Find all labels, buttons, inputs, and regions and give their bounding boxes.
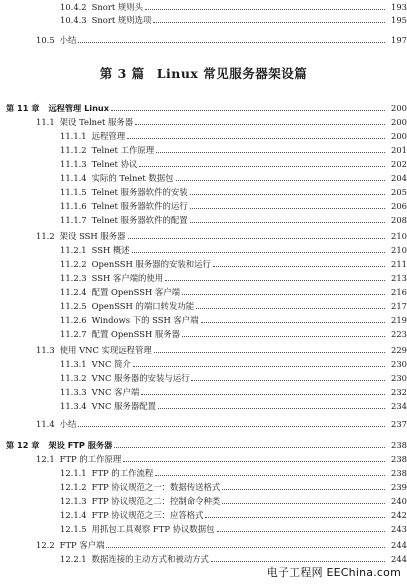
toc-number: 11.1.1 <box>60 131 87 141</box>
toc-leader <box>133 359 385 367</box>
toc-leader <box>114 440 385 448</box>
toc-number: 11.2.7 <box>60 329 87 339</box>
toc-leader <box>141 387 385 395</box>
toc-number: 11.1.3 <box>60 159 87 169</box>
toc-leader <box>176 173 386 181</box>
toc-number: 11.3.1 <box>60 359 87 369</box>
toc-number: 12.1.4 <box>60 510 87 520</box>
toc-leader <box>128 231 386 239</box>
toc-subsection-11-1-5 <box>0 186 407 198</box>
toc-number: 第 11 章 <box>6 102 40 113</box>
toc-page-number: 195 <box>391 15 407 25</box>
toc-title: 使用 VNC 实现远程管理 <box>59 345 152 355</box>
toc-title: Snort 规则头 <box>91 2 143 12</box>
toc-leader <box>78 35 385 43</box>
toc-leader <box>211 554 385 562</box>
toc-subsection-11-2-1 <box>0 244 407 256</box>
toc-leader <box>196 301 385 309</box>
toc-number: 12.1.5 <box>60 524 87 534</box>
toc-subsection-11-1-4 <box>0 172 407 184</box>
toc-number: 11.4 <box>36 419 55 429</box>
toc-page-number: 238 <box>391 454 407 464</box>
toc-subsection-12-1-5 <box>0 523 407 535</box>
toc-title: VNC 服务器的安装与运行 <box>91 373 190 383</box>
toc-page-number: 242 <box>391 510 407 520</box>
toc-leader <box>139 159 385 167</box>
toc-leader <box>155 468 385 476</box>
toc-leader <box>156 145 385 153</box>
toc-subsection-11-2-4 <box>0 286 407 298</box>
toc-subsection-12-1-2 <box>0 481 407 493</box>
toc-number: 10.5 <box>36 35 55 45</box>
toc-number: 11.2.4 <box>60 287 87 297</box>
toc-title: Telnet 服务器软件的安装 <box>91 187 188 197</box>
toc-leader <box>165 273 385 281</box>
toc-leader <box>190 201 385 209</box>
toc-number: 11.1 <box>36 117 55 127</box>
toc-leader <box>135 117 385 125</box>
toc-number: 11.3.2 <box>60 373 87 383</box>
toc-number: 第 12 章 <box>6 439 40 450</box>
toc-leader <box>153 15 385 23</box>
toc-title: FTP 协议规范之一：数据传送格式 <box>91 482 221 492</box>
toc-page-number: 244 <box>391 540 407 550</box>
toc-number: 11.1.4 <box>60 173 87 183</box>
toc-subsection-11-2-7 <box>0 328 407 340</box>
toc-page-number: 239 <box>391 482 407 492</box>
toc-title: Telnet 协议 <box>91 159 138 169</box>
toc-number: 11.1.5 <box>60 187 87 197</box>
toc-number: 11.3 <box>36 345 55 355</box>
toc-page-number: 210 <box>391 245 407 255</box>
toc-title: 小结 <box>59 35 77 45</box>
toc-subsection-11-1-6 <box>0 200 407 212</box>
toc-section-12-1 <box>0 453 407 465</box>
toc-leader <box>154 345 385 353</box>
toc-number: 10.4.2 <box>60 2 87 12</box>
toc-subsection-11-2-6 <box>0 314 407 326</box>
toc-entry-10-4-3 <box>0 14 407 26</box>
toc-title: 架设 SSH 服务器 <box>59 231 126 241</box>
toc-leader <box>217 524 386 532</box>
toc-subsection-11-3-3 <box>0 386 407 398</box>
toc-title: Telnet 工作原理 <box>91 145 155 155</box>
toc-page-number: 229 <box>391 345 407 355</box>
toc-page-number: 211 <box>391 259 407 269</box>
part-heading <box>0 64 407 82</box>
toc-page-number: 243 <box>391 524 407 534</box>
toc-page-number: 200 <box>391 131 407 141</box>
toc-page-number: 208 <box>391 215 407 225</box>
toc-page-number: 210 <box>391 231 407 241</box>
toc-title: Windows 下的 SSH 客户端 <box>91 315 199 325</box>
toc-subsection-11-2-5 <box>0 300 407 312</box>
toc-page-number: 216 <box>391 287 407 297</box>
toc-number: 11.1.6 <box>60 201 87 211</box>
toc-page-number: 217 <box>391 301 407 311</box>
toc-section-11-1 <box>0 116 407 128</box>
toc-section-11-3 <box>0 344 407 356</box>
toc-title: VNC 客户端 <box>91 387 140 397</box>
toc-title: FTP 协议规范之三：应答格式 <box>91 510 204 520</box>
toc-subsection-11-1-7 <box>0 214 407 226</box>
toc-title: 架设 FTP 服务器 <box>48 439 113 450</box>
toc-chapter-12 <box>0 439 407 451</box>
toc-title: Snort 规则选项 <box>91 15 152 25</box>
site-watermark: 电子工程网 EEChina.com <box>266 566 401 579</box>
toc-section-11-2 <box>0 230 407 242</box>
toc-number: 12.1.3 <box>60 496 87 506</box>
toc-page-number: 219 <box>391 315 407 325</box>
toc-number: 11.2.5 <box>60 301 87 311</box>
toc-title: 实际的 Telnet 数据包 <box>91 173 174 183</box>
part-label: 第 3 篇 <box>99 66 145 81</box>
toc-subsection-11-2-3 <box>0 272 407 284</box>
toc-title: 远程管理 Linux <box>48 102 110 113</box>
toc-title: FTP 的工作流程 <box>91 468 154 478</box>
toc-leader <box>190 187 385 195</box>
toc-leader <box>190 215 385 223</box>
toc-title: 用抓包工具观察 FTP 协议数据包 <box>91 524 215 534</box>
toc-subsection-11-2-2 <box>0 258 407 270</box>
toc-number: 11.2.3 <box>60 273 87 283</box>
toc-leader <box>123 454 385 462</box>
toc-subsection-12-1-4 <box>0 509 407 521</box>
toc-title: Telnet 服务器软件的配置 <box>91 215 188 225</box>
toc-page-number: 244 <box>391 554 407 564</box>
toc-leader <box>111 103 385 111</box>
toc-number: 12.1.2 <box>60 482 87 492</box>
toc-leader <box>132 245 385 253</box>
toc-page-number: 230 <box>391 359 407 369</box>
toc-subsection-11-1-2 <box>0 144 407 156</box>
toc-leader <box>158 401 385 409</box>
toc-page-number: 193 <box>391 2 407 12</box>
part-title: Linux 常见服务器架设篇 <box>156 66 308 81</box>
toc-leader <box>191 373 385 381</box>
toc-title: FTP 的工作原理 <box>59 454 122 464</box>
toc-page-number: 197 <box>391 35 407 45</box>
toc-number: 12.2 <box>36 540 55 550</box>
toc-section-11-4 <box>0 418 407 430</box>
toc-title: VNC 简介 <box>91 359 131 369</box>
toc-number: 11.2.2 <box>60 259 87 269</box>
toc-leader <box>205 510 385 518</box>
toc-leader <box>222 496 385 504</box>
toc-page-number: 201 <box>391 145 407 155</box>
toc-leader <box>106 540 385 548</box>
toc-entry-10-5 <box>0 34 407 46</box>
toc-subsection-11-1-1 <box>0 130 407 142</box>
toc-title: FTP 协议规范之二：控制命令种类 <box>91 496 221 506</box>
toc-title: 远程管理 <box>91 131 126 141</box>
toc-page-number: 230 <box>391 373 407 383</box>
toc-title: SSH 客户端的使用 <box>91 273 164 283</box>
toc-section-12-2 <box>0 539 407 551</box>
toc-number: 12.2.1 <box>60 554 87 564</box>
toc-leader <box>127 131 385 139</box>
toc-page-number: 200 <box>391 103 407 113</box>
toc-page-number: 232 <box>391 387 407 397</box>
toc-page-number: 202 <box>391 159 407 169</box>
toc-page-number: 213 <box>391 273 407 283</box>
toc-number: 11.3.4 <box>60 401 87 411</box>
toc-page-number: 223 <box>391 329 407 339</box>
toc-number: 12.1.1 <box>60 468 87 478</box>
toc-number: 10.4.3 <box>60 15 87 25</box>
toc-page-number: 237 <box>391 419 407 429</box>
toc-page-number: 238 <box>391 468 407 478</box>
toc-title: SSH 概述 <box>91 245 130 255</box>
toc-subsection-11-3-1 <box>0 358 407 370</box>
toc-title: FTP 客户端 <box>59 540 105 550</box>
toc-title: 配置 OpenSSH 服务器 <box>91 329 181 339</box>
toc-number: 11.2.6 <box>60 315 87 325</box>
toc-subsection-11-1-3 <box>0 158 407 170</box>
toc-leader <box>78 419 385 427</box>
toc-title: 架设 Telnet 服务器 <box>59 117 134 127</box>
toc-title: 数据连接的主动方式和被动方式 <box>91 554 209 564</box>
toc-number: 12.1 <box>36 454 55 464</box>
toc-title: OpenSSH 的端口转发功能 <box>91 301 195 311</box>
toc-page-number: 205 <box>391 187 407 197</box>
toc-page-number: 238 <box>391 440 407 450</box>
toc-title: 配置 OpenSSH 客户端 <box>91 287 181 297</box>
toc-title: 小结 <box>59 419 77 429</box>
toc-leader <box>182 329 385 337</box>
toc-page-number: 240 <box>391 496 407 506</box>
toc-leader <box>145 2 385 10</box>
toc-number: 11.2 <box>36 231 55 241</box>
toc-subsection-12-1-1 <box>0 467 407 479</box>
toc-entry-10-4-2 <box>0 1 407 13</box>
toc-title: VNC 服务器配置 <box>91 401 156 411</box>
toc-title: Telnet 服务器软件的运行 <box>91 201 188 211</box>
toc-chapter-11 <box>0 102 407 114</box>
toc-title: OpenSSH 服务器的安装和运行 <box>91 259 211 269</box>
toc-page-number: 204 <box>391 173 407 183</box>
toc-subsection-11-3-2 <box>0 372 407 384</box>
toc-number: 11.1.7 <box>60 215 87 225</box>
toc-leader <box>213 259 385 267</box>
toc-page-number: 200 <box>391 117 407 127</box>
toc-leader <box>182 287 385 295</box>
toc-subsection-11-3-4 <box>0 400 407 412</box>
toc-leader <box>201 315 385 323</box>
toc-page-number: 234 <box>391 401 407 411</box>
toc-leader <box>222 482 385 490</box>
toc-number: 11.3.3 <box>60 387 87 397</box>
toc-page-number: 206 <box>391 201 407 211</box>
toc-number: 11.2.1 <box>60 245 87 255</box>
toc-number: 11.1.2 <box>60 145 87 155</box>
toc-subsection-12-1-3 <box>0 495 407 507</box>
